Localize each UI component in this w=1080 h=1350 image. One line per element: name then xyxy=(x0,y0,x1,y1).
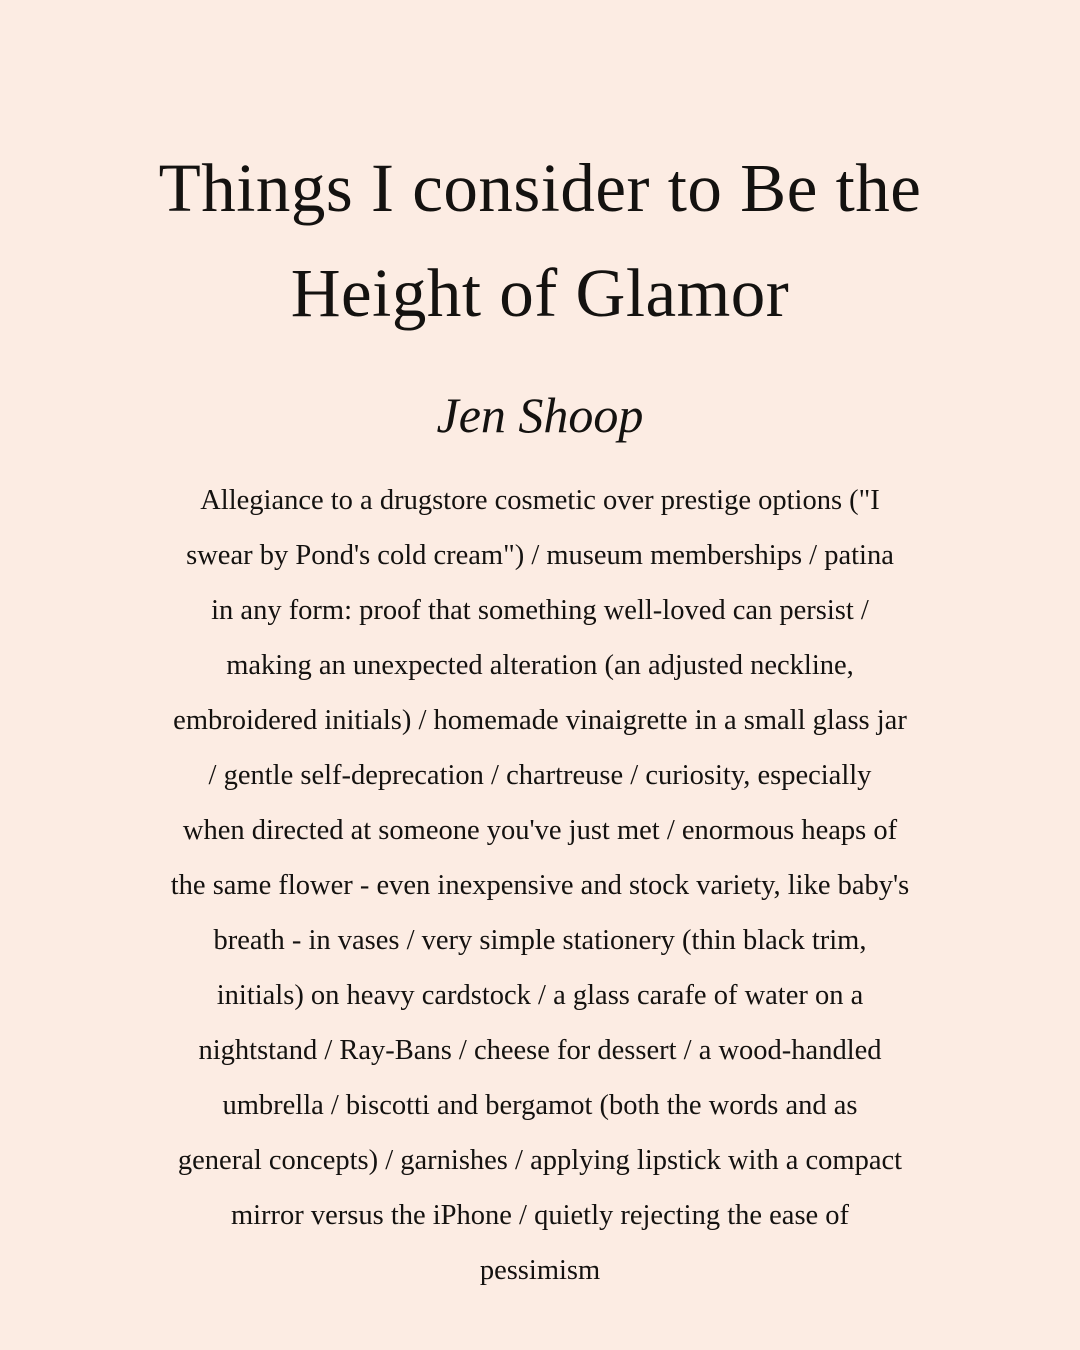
body-line: umbrella / biscotti and bergamot (both the words and as xyxy=(222,1090,858,1121)
body-line: the same flower - even inexpensive and stock variety, like baby's xyxy=(170,870,910,901)
body-line: mirror versus the iPhone / quietly rejecting the ease of xyxy=(230,1200,850,1231)
body-line: swear by Pond's cold cream") / museum memberships / patina xyxy=(186,540,894,571)
poem-body xyxy=(130,473,950,1298)
body-line: / gentle self-deprecation / chartreuse / curiosity, especially xyxy=(208,760,872,791)
body-line: making an unexpected alteration (an adjusted neckline, xyxy=(226,650,854,681)
body-line: when directed at someone you've just met / enormous heaps of xyxy=(182,815,898,846)
body-line: general concepts) / garnishes / applying lipstick with a compact xyxy=(177,1145,903,1176)
title-line-1: Things I consider to Be the xyxy=(158,150,922,226)
body-line: nightstand / Ray-Bans / cheese for dessert / a wood-handled xyxy=(198,1035,882,1066)
title-line-2: Height of Glamor xyxy=(290,255,790,331)
body-line: in any form: proof that something well-loved can persist / xyxy=(211,595,869,626)
body-line: embroidered initials) / homemade vinaigrette in a small glass jar xyxy=(173,705,907,736)
body-line: breath - in vases / very simple stationery (thin black trim, xyxy=(213,925,867,956)
body-line: Allegiance to a drugstore cosmetic over prestige options ("I xyxy=(200,485,880,516)
author-name: Jen Shoop xyxy=(436,387,644,443)
poem-title xyxy=(0,136,1080,346)
body-line: initials) on heavy cardstock / a glass carafe of water on a xyxy=(216,980,864,1011)
body-line: pessimism xyxy=(479,1255,601,1286)
